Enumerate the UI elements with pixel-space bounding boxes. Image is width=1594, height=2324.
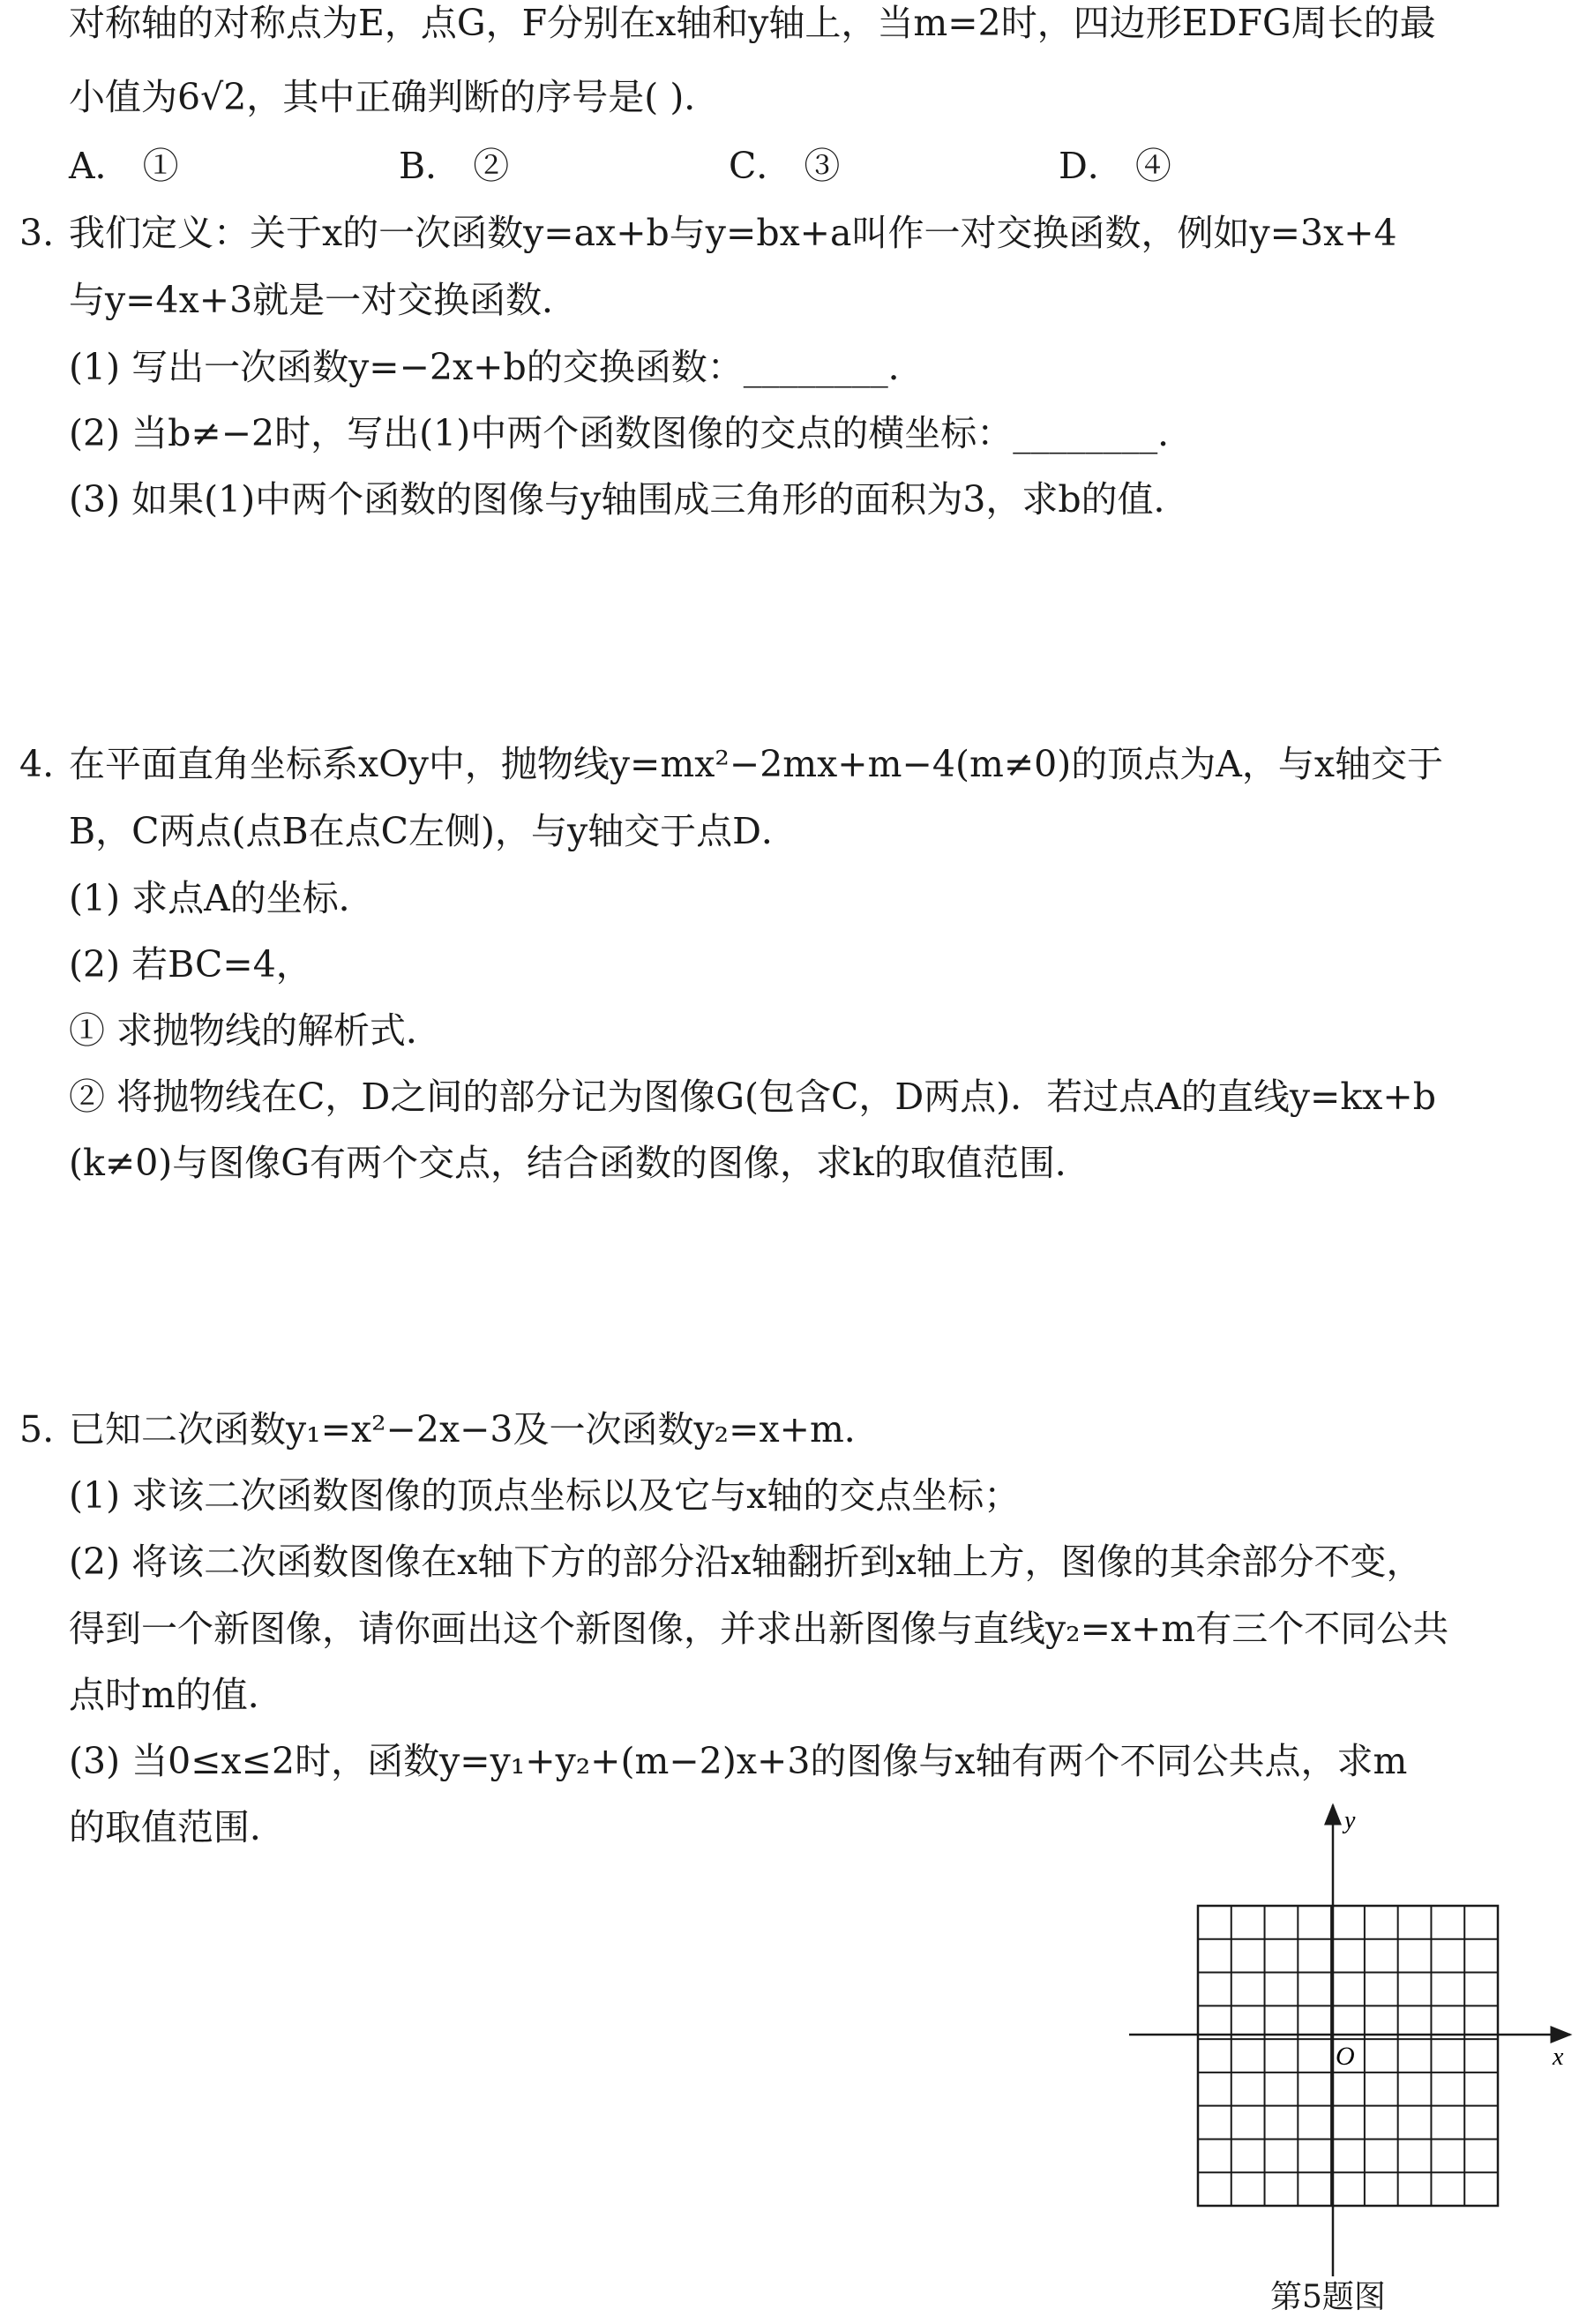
question-3-part-1: (1) 写出一次函数y=−2x+b的交换函数：________． [69, 346, 924, 388]
origin-label: O [1336, 2042, 1355, 2071]
question-5-part-3-line-1: (3) 当0≤x≤2时，函数y=y₁+y₂+(m−2)x+3的图像与x轴有两个不同公共点，求m [69, 1740, 1408, 1782]
option-a [69, 139, 179, 192]
option-letter: B． [399, 145, 462, 187]
question-4-part-2a: ① 求抛物线的解析式． [69, 1009, 443, 1052]
option-d [1059, 139, 1171, 192]
question-5-part-1: (1) 求该二次函数图像的顶点坐标以及它与x轴的交点坐标； [69, 1474, 1021, 1517]
option-b [399, 139, 509, 192]
option-letter: C． [729, 145, 793, 187]
figure-caption: 第5题图 [1270, 2279, 1386, 2315]
question-5-part-2-line-3: 点时m的值． [69, 1674, 284, 1716]
intro-line-1: 对称轴的对称点为E，点G，F分别在x轴和y轴上，当m=2时，四边形EDFG周长的最 [69, 2, 1436, 44]
question-3-part-2: (2) 当b≠−2时，写出(1)中两个函数图像的交点的横坐标：________． [69, 412, 1194, 454]
intro-line-2: 小值为6√2，其中正确判断的序号是( )． [69, 76, 721, 118]
x-axis-label: x [1553, 2043, 1564, 2071]
question-3-stem-1: 我们定义：关于x的一次函数y=ax+b与y=bx+a叫作一对交换函数，例如y=3x+4 [69, 212, 1397, 254]
question-3-number: 3. [19, 212, 55, 254]
question-3-part-3: (3) 如果(1)中两个函数的图像与y轴围成三角形的面积为3，求b的值． [69, 478, 1190, 521]
y-axis-label: y [1344, 1807, 1356, 1834]
option-mark: ③ [804, 145, 841, 187]
option-letter: D． [1059, 145, 1124, 187]
option-mark: ④ [1134, 145, 1171, 187]
coordinate-grid-figure [1129, 1800, 1588, 2324]
question-4-part-2b-line-2: (k≠0)与图像G有两个交点，结合函数的图像，求k的取值范围． [69, 1142, 1091, 1184]
option-mark: ② [473, 145, 510, 187]
question-5-part-2-line-1: (2) 将该二次函数图像在x轴下方的部分沿x轴翻折到x轴上方，图像的其余部分不变， [69, 1541, 1423, 1583]
question-4-stem-1: 在平面直角坐标系xOy中，抛物线y=mx²−2mx+m−4(m≠0)的顶点为A，与x轴交于 [69, 743, 1443, 785]
question-5-number: 5. [19, 1408, 55, 1451]
question-4-part-2b-line-1: ② 将抛物线在C，D之间的部分记为图像G(包含C，D两点)．若过点A的直线y=kx+b [69, 1076, 1436, 1118]
question-3-stem-2: 与y=4x+3就是一对交换函数． [69, 279, 579, 321]
question-5-part-3-line-2: 的取值范围． [69, 1806, 286, 1848]
question-4-part-2: (2) 若BC=4， [69, 943, 312, 986]
question-4-number: 4. [19, 743, 55, 785]
option-letter: A． [69, 145, 131, 187]
question-4-part-1: (1) 求点A的坐标． [69, 877, 375, 919]
option-mark: ① [142, 145, 179, 187]
question-5-part-2-line-2: 得到一个新图像，请你画出这个新图像，并求出新图像与直线y₂=x+m有三个不同公共 [69, 1608, 1449, 1650]
option-c [729, 139, 840, 192]
question-4-stem-2: B，C两点(点B在点C左侧)，与y轴交于点D． [69, 810, 798, 852]
question-5-stem: 已知二次函数y₁=x²−2x−3及一次函数y₂=x+m． [69, 1408, 880, 1451]
